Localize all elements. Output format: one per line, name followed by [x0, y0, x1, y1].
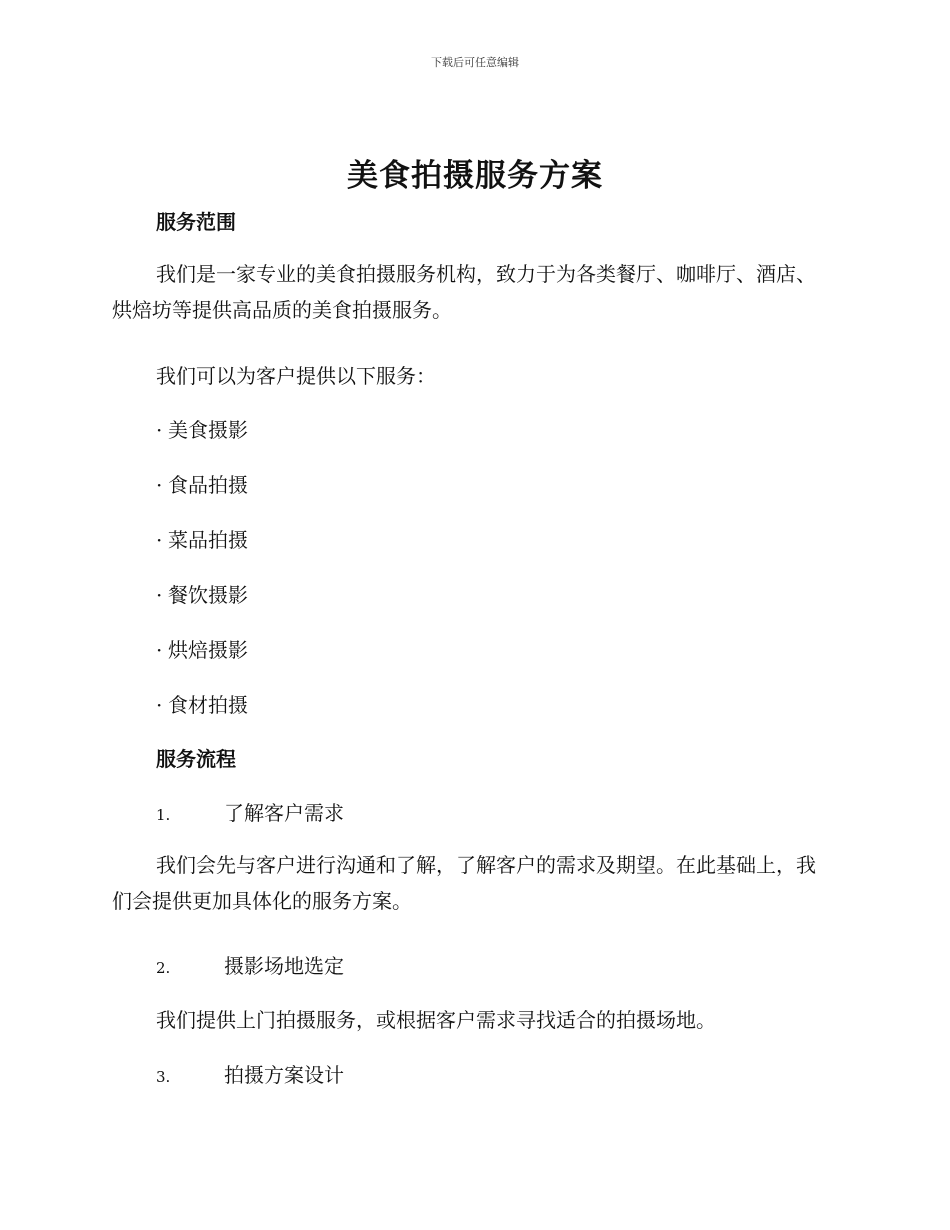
bullet-icon: ·: [156, 693, 163, 717]
service-label: 餐饮摄影: [168, 583, 248, 607]
service-label: 美食摄影: [168, 418, 248, 442]
step-label: 拍摄方案设计: [224, 1063, 344, 1087]
service-item: [156, 579, 248, 608]
service-item: [156, 414, 248, 443]
service-label: 食材拍摄: [168, 693, 248, 717]
service-item: [156, 469, 248, 498]
service-item: [156, 689, 248, 718]
services-lead: 我们可以为客户提供以下服务：: [156, 364, 436, 388]
bullet-icon: ·: [156, 473, 163, 497]
step-description: 我们提供上门拍摄服务，或根据客户需求寻找适合的拍摄场地。: [156, 1008, 716, 1032]
section-heading-process: 服务流程: [156, 747, 236, 771]
step-number: 1.: [156, 806, 171, 824]
service-label: 食品拍摄: [168, 473, 248, 497]
bullet-icon: ·: [156, 583, 163, 607]
header-note: 下载后可任意编辑: [431, 56, 519, 69]
step-number: 3.: [156, 1068, 171, 1086]
bullet-icon: ·: [156, 528, 163, 552]
service-label: 菜品拍摄: [168, 528, 248, 552]
bullet-icon: ·: [156, 418, 163, 442]
service-item: [156, 524, 248, 553]
intro-paragraph: 我们是一家专业的美食拍摄服务机构，致力于为各类餐厅、咖啡厅、酒店、烘焙坊等提供高品质的美食拍摄服务。: [112, 262, 816, 322]
bullet-icon: ·: [156, 638, 163, 662]
page-title: 美食拍摄服务方案: [347, 158, 603, 194]
step-number: 2.: [156, 959, 171, 977]
step-heading: [156, 797, 344, 826]
service-item: [156, 634, 248, 663]
step-heading: [156, 1059, 344, 1088]
section-heading-scope: 服务范围: [156, 210, 236, 234]
step-label: 了解客户需求: [224, 801, 344, 825]
step-description: 我们会先与客户进行沟通和了解，了解客户的需求及期望。在此基础上，我们会提供更加具体化的服务方案。: [112, 853, 816, 913]
step-heading: [156, 950, 344, 979]
step-label: 摄影场地选定: [224, 954, 344, 978]
service-label: 烘焙摄影: [168, 638, 248, 662]
